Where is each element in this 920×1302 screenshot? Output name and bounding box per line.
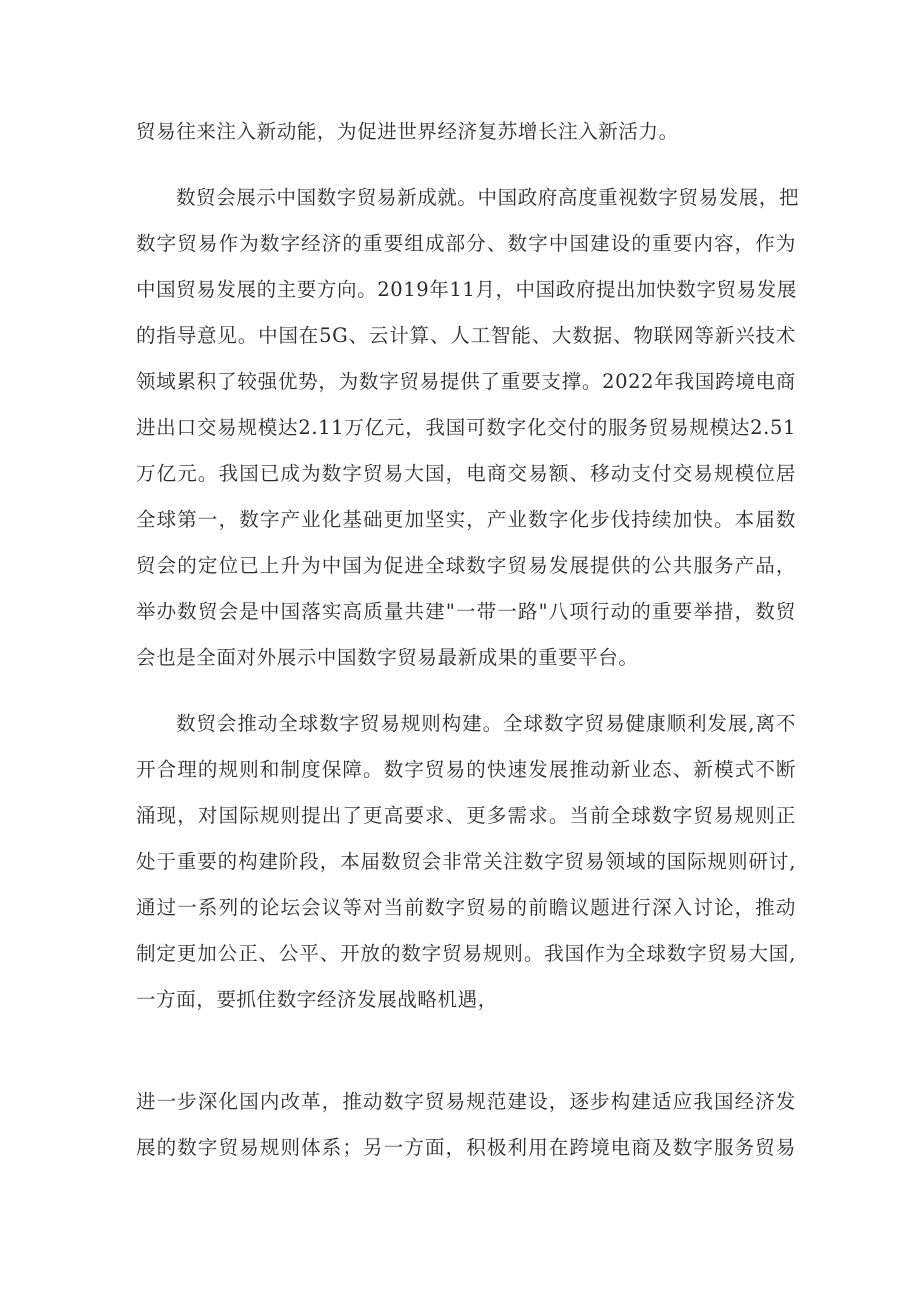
paragraph-line: 举办数贸会是中国落实高质量共建"一带一路"八项行动的重要举措，数贸 xyxy=(136,600,796,623)
paragraph-line: 中国贸易发展的主要方向。2019年11月，中国政府提出加快数字贸易发展 xyxy=(136,278,797,301)
paragraph-line: 的指导意见。中国在5G、云计算、人工智能、大数据、物联网等新兴技术 xyxy=(136,324,796,347)
paragraph-line: 全球第一，数字产业化基础更加坚实，产业数字化步伐持续加快。本届数 xyxy=(136,508,796,531)
paragraph-line: 一方面，要抓住数字经济发展战略机遇， xyxy=(136,988,498,1011)
paragraph-line: 领域累积了较强优势，为数字贸易提供了重要支撑。2022年我国跨境电商 xyxy=(136,370,796,393)
paragraph-line: 开合理的规则和制度保障。数字贸易的快速发展推动新业态、新模式不断 xyxy=(136,758,796,781)
paragraph-line: 万亿元。我国已成为数字贸易大国，电商交易额、移动支付交易规模位居 xyxy=(136,462,796,485)
paragraph-line: 进出口交易规模达2.11万亿元，我国可数字化交付的服务贸易规模达2.51 xyxy=(136,416,796,439)
paragraph-line: 贸易往来注入新动能，为促进世界经济复苏增长注入新活力。 xyxy=(136,120,679,143)
paragraph-line: 涌现，对国际规则提出了更高要求、更多需求。当前全球数字贸易规则正 xyxy=(136,804,796,827)
paragraph-line: 数字贸易作为数字经济的重要组成部分、数字中国建设的重要内容，作为 xyxy=(136,232,796,255)
paragraph-line: 数贸会推动全球数字贸易规则构建。全球数字贸易健康顺利发展,离不 xyxy=(176,712,796,735)
paragraph-line: 数贸会展示中国数字贸易新成就。中国政府高度重视数字贸易发展，把 xyxy=(176,186,800,209)
paragraph-line: 制定更加公正、公平、开放的数字贸易规则。我国作为全球数字贸易大国, xyxy=(136,942,796,965)
paragraph-line: 展的数字贸易规则体系；另一方面，积极利用在跨境电商及数字服务贸易 xyxy=(136,1136,796,1159)
paragraph-line: 进一步深化国内改革，推动数字贸易规范建设，逐步构建适应我国经济发 xyxy=(136,1090,796,1113)
paragraph-line: 贸会的定位已上升为中国为促进全球数字贸易发展提供的公共服务产品， xyxy=(136,554,796,577)
paragraph-line: 处于重要的构建阶段，本届数贸会非常关注数字贸易领域的国际规则研讨, xyxy=(136,850,796,873)
paragraph-line: 会也是全面对外展示中国数字贸易最新成果的重要平台。 xyxy=(136,646,639,669)
paragraph-line: 通过一系列的论坛会议等对当前数字贸易的前瞻议题进行深入讨论，推动 xyxy=(136,896,796,919)
